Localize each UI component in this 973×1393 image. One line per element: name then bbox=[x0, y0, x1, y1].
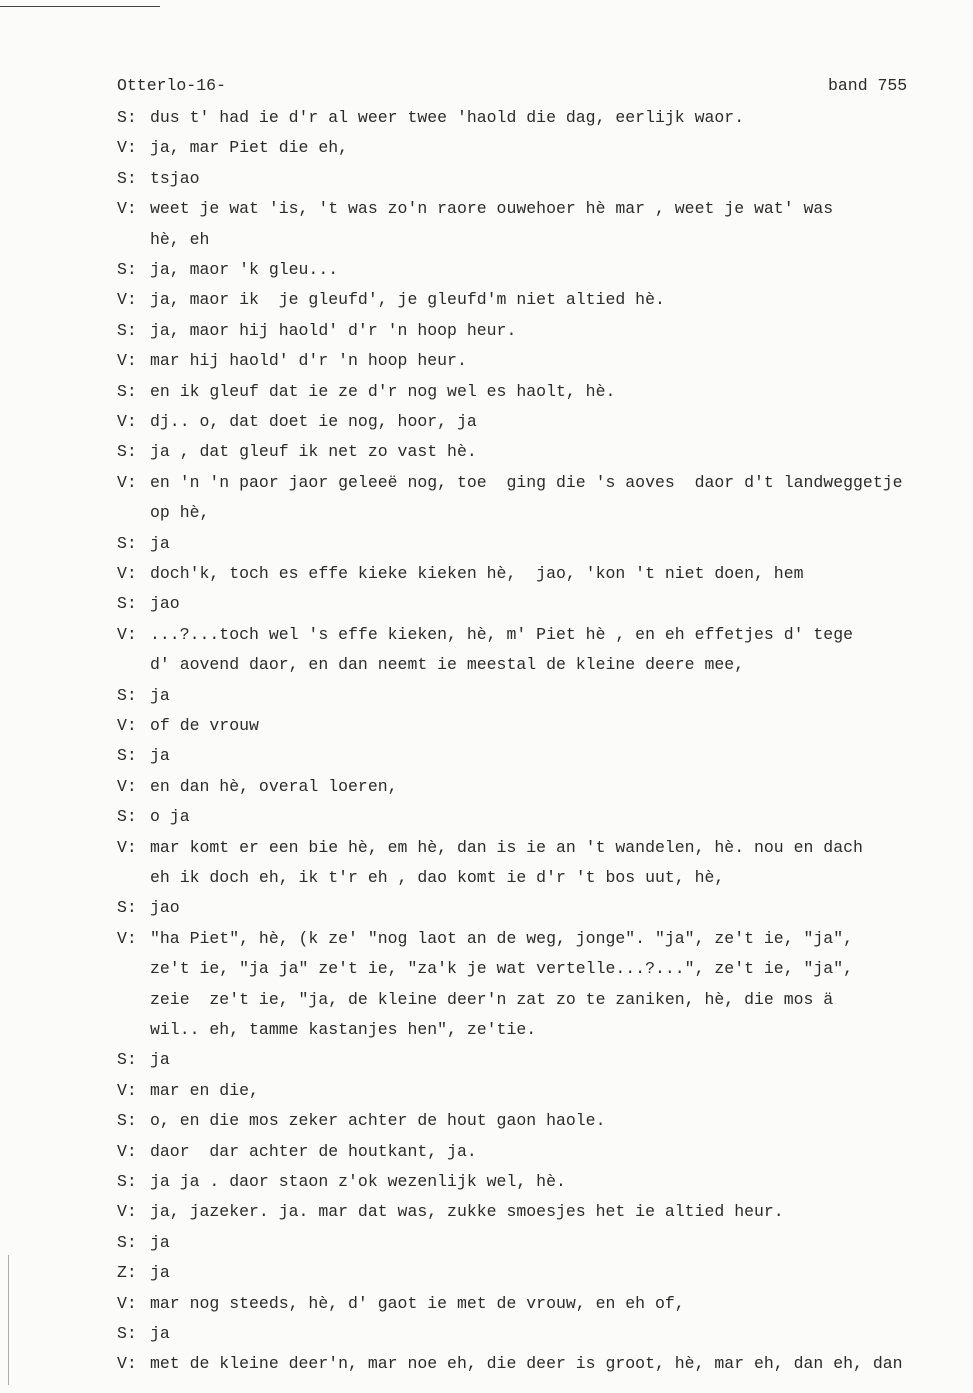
utterance-text: ja bbox=[150, 746, 170, 766]
utterance-text: ...?...toch wel 's effe kieken, hè, m' Piet hè , en eh effetjes d' tege bbox=[150, 624, 854, 644]
utterance-text: eh ik doch eh, ik t'r eh , dao komt ie d'r 't bos uut, hè, bbox=[150, 868, 725, 887]
utterance-text: ja bbox=[150, 685, 170, 705]
transcript-line bbox=[0, 199, 973, 221]
speaker-label: S: bbox=[117, 1324, 137, 1343]
speaker-label: S: bbox=[117, 1050, 137, 1070]
utterance-text: ja bbox=[150, 1232, 170, 1252]
utterance-text: zeie ze't ie, "ja, de kleine deer'n zat zo te zaniken, hè, die mos ä bbox=[150, 989, 834, 1009]
transcript-line bbox=[0, 534, 973, 556]
transcript-line bbox=[0, 442, 973, 464]
transcript-line bbox=[0, 990, 973, 1012]
utterance-text: ja , dat gleuf ik net zo vast hè. bbox=[150, 442, 477, 462]
speaker-label: V: bbox=[117, 412, 137, 431]
speaker-label: S: bbox=[117, 685, 137, 705]
utterance-text: en dan hè, overal loeren, bbox=[150, 776, 398, 796]
utterance-text: o, en die mos zeker achter de hout gaon haole. bbox=[150, 1111, 606, 1131]
utterance-text: ja bbox=[150, 1324, 170, 1343]
transcript-line bbox=[0, 686, 973, 708]
transcript-line bbox=[0, 625, 973, 647]
transcript-line bbox=[0, 169, 973, 191]
speaker-label: S: bbox=[117, 320, 137, 340]
transcript-line bbox=[0, 1294, 973, 1316]
transcript-line bbox=[0, 1354, 973, 1376]
utterance-text: dus t' had ie d'r al weer twee 'haold die dag, eerlijk waor. bbox=[150, 108, 745, 127]
transcript-line bbox=[0, 108, 973, 130]
transcript-line bbox=[0, 929, 973, 951]
transcript-line bbox=[0, 868, 973, 890]
transcript-line bbox=[0, 351, 973, 373]
transcript-line bbox=[0, 564, 973, 586]
transcript-line bbox=[0, 321, 973, 343]
page-header-right: band 755 bbox=[828, 76, 908, 95]
transcript-line bbox=[0, 716, 973, 738]
utterance-text: daor dar achter de houtkant, ja. bbox=[150, 1141, 477, 1161]
speaker-label: S: bbox=[117, 1232, 137, 1252]
utterance-text: dj.. o, dat doet ie nog, hoor, ja bbox=[150, 412, 477, 431]
speaker-label: S: bbox=[117, 442, 137, 462]
speaker-label: V: bbox=[117, 1141, 137, 1161]
transcript-line bbox=[0, 1263, 973, 1285]
transcript-line bbox=[0, 1111, 973, 1133]
speaker-label: S: bbox=[117, 108, 137, 127]
transcript-line bbox=[0, 473, 973, 495]
transcript-line bbox=[0, 1142, 973, 1164]
utterance-text: jao bbox=[150, 898, 180, 918]
utterance-text: ze't ie, "ja ja" ze't ie, "za'k je wat vertelle...?...", ze't ie, "ja", bbox=[150, 959, 854, 979]
speaker-label: S: bbox=[117, 807, 137, 827]
speaker-label: S: bbox=[117, 260, 137, 279]
utterance-text: weet je wat 'is, 't was zo'n raore ouwehoer hè mar , weet je wat' was bbox=[150, 199, 834, 219]
speaker-label: S: bbox=[117, 168, 137, 188]
speaker-label: V: bbox=[117, 928, 137, 948]
page-header-left: Otterlo-16- bbox=[117, 76, 226, 95]
speaker-label: S: bbox=[117, 746, 137, 766]
transcript-line bbox=[0, 230, 973, 252]
speaker-label: V: bbox=[117, 1080, 137, 1100]
transcript-line bbox=[0, 655, 973, 677]
utterance-text: ja ja . daor staon z'ok wezenlijk wel, hè. bbox=[150, 1172, 566, 1191]
speaker-label: Z: bbox=[117, 1263, 137, 1283]
speaker-label: V: bbox=[117, 1354, 137, 1374]
speaker-label: S: bbox=[117, 594, 137, 614]
utterance-text: ja, jazeker. ja. mar dat was, zukke smoesjes het ie altied heur. bbox=[150, 1202, 784, 1222]
utterance-text: hè, eh bbox=[150, 229, 210, 249]
utterance-text: mar en die, bbox=[150, 1080, 259, 1100]
speaker-label: V: bbox=[117, 138, 137, 158]
transcript-line bbox=[0, 1172, 973, 1194]
speaker-label: V: bbox=[117, 351, 137, 371]
transcript-line bbox=[0, 138, 973, 160]
utterance-text: jao bbox=[150, 594, 180, 614]
utterance-text: doch'k, toch es effe kieke kieken hè, jao, 'kon 't niet doen, hem bbox=[150, 564, 804, 583]
utterance-text: ja bbox=[150, 1263, 170, 1283]
transcript-line bbox=[0, 594, 973, 616]
transcript-line bbox=[0, 1233, 973, 1255]
transcript-line bbox=[0, 503, 973, 525]
speaker-label: V: bbox=[117, 1202, 137, 1222]
utterance-text: met de kleine deer'n, mar noe eh, die deer is groot, hè, mar eh, dan eh, dan bbox=[150, 1354, 903, 1374]
speaker-label: V: bbox=[117, 199, 137, 219]
speaker-label: S: bbox=[117, 1111, 137, 1131]
transcript-line bbox=[0, 1324, 973, 1346]
speaker-label: V: bbox=[117, 564, 137, 583]
speaker-label: S: bbox=[117, 1172, 137, 1191]
speaker-label: V: bbox=[117, 776, 137, 796]
transcript-line bbox=[0, 1050, 973, 1072]
speaker-label: V: bbox=[117, 290, 137, 310]
utterance-text: "ha Piet", hè, (k ze' "nog laot an de weg, jonge". "ja", ze't ie, "ja", bbox=[150, 928, 854, 948]
utterance-text: ja, maor hij haold' d'r 'n hoop heur. bbox=[150, 320, 517, 340]
utterance-text: of de vrouw bbox=[150, 716, 259, 735]
speaker-label: S: bbox=[117, 898, 137, 918]
transcript-line bbox=[0, 746, 973, 768]
utterance-text: o ja bbox=[150, 807, 190, 827]
transcript-line bbox=[0, 898, 973, 920]
utterance-text: ja, maor ik je gleufd', je gleufd'm niet altied hè. bbox=[150, 290, 665, 310]
speaker-label: V: bbox=[117, 472, 137, 492]
speaker-label: V: bbox=[117, 837, 137, 857]
transcript-line bbox=[0, 1020, 973, 1042]
utterance-text: en 'n 'n paor jaor geleeë nog, toe ging die 's aoves daor d't landweggetje bbox=[150, 472, 903, 492]
utterance-text: mar hij haold' d'r 'n hoop heur. bbox=[150, 351, 467, 371]
speaker-label: V: bbox=[117, 1293, 137, 1313]
utterance-text: tsjao bbox=[150, 168, 200, 188]
utterance-text: wil.. eh, tamme kastanjes hen", ze'tie. bbox=[150, 1020, 537, 1039]
transcript-line bbox=[0, 290, 973, 312]
transcript-line bbox=[0, 1202, 973, 1224]
utterance-text: ja bbox=[150, 533, 170, 553]
margin-mark bbox=[8, 1255, 9, 1385]
transcript-line bbox=[0, 777, 973, 799]
utterance-text: d' aovend daor, en dan neemt ie meestal de kleine deere mee, bbox=[150, 655, 745, 675]
utterance-text: mar nog steeds, hè, d' gaot ie met de vrouw, en eh of, bbox=[150, 1293, 685, 1313]
utterance-text: en ik gleuf dat ie ze d'r nog wel es haolt, hè. bbox=[150, 381, 616, 401]
utterance-text: ja, mar Piet die eh, bbox=[150, 138, 349, 158]
transcript-line bbox=[0, 412, 973, 434]
speaker-label: S: bbox=[117, 533, 137, 553]
transcript-line bbox=[0, 260, 973, 282]
utterance-text: ja bbox=[150, 1050, 170, 1070]
transcript-line bbox=[0, 382, 973, 404]
utterance-text: op hè, bbox=[150, 503, 210, 523]
transcript-line bbox=[0, 1081, 973, 1103]
utterance-text: ja, maor 'k gleu... bbox=[150, 260, 339, 279]
speaker-label: S: bbox=[117, 381, 137, 401]
utterance-text: mar komt er een bie hè, em hè, dan is ie an 't wandelen, hè. nou en dach bbox=[150, 837, 863, 857]
speaker-label: V: bbox=[117, 624, 137, 644]
transcript-line bbox=[0, 959, 973, 981]
speaker-label: V: bbox=[117, 716, 137, 735]
transcript-line bbox=[0, 838, 973, 860]
transcript-line bbox=[0, 807, 973, 829]
